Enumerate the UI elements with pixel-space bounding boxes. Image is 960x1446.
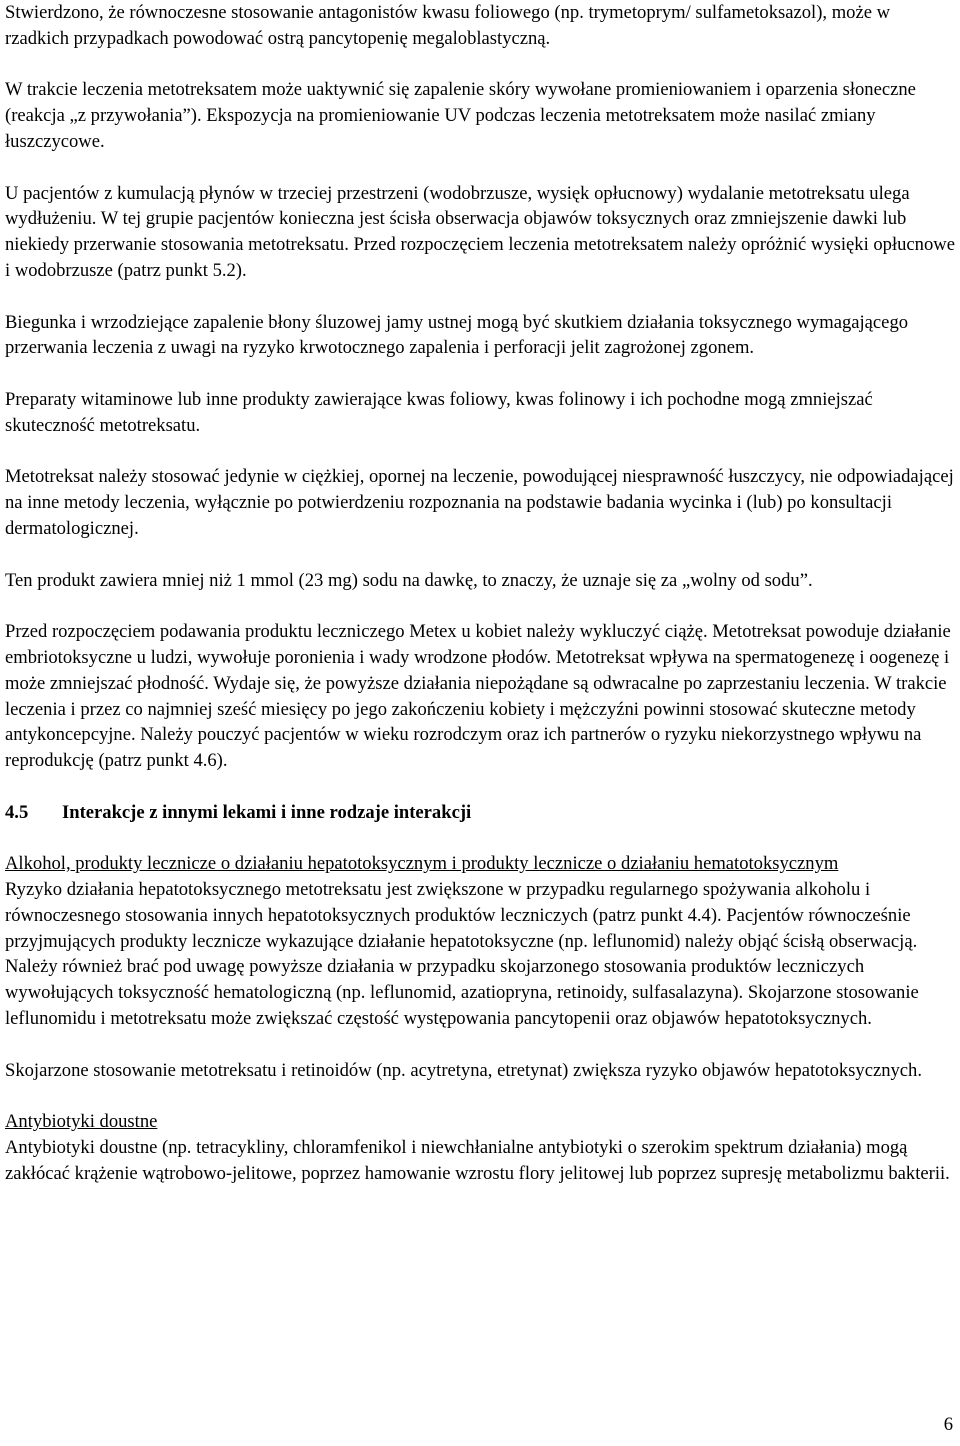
paragraph-radiation-dermatitis: W trakcie leczenia metotreksatem może uaktywnić się zapalenie skóry wywołane promieniowaniem i oparzenia słoneczne (reakcja „z przywołania”). Ekspozycja na promieniowanie UV podczas leczenia metotreksatem może nasilać zmiany łuszczycowe. xyxy=(5,79,916,152)
section-number: 4.5 xyxy=(5,801,29,823)
subsection-heading-hepatotoxic: Alkohol, produkty lecznicze o działaniu hepatotoksycznym i produkty lecznicze o działaniu hematotoksycznym xyxy=(5,853,839,875)
document-page xyxy=(5,0,955,1187)
section-heading xyxy=(5,800,955,826)
paragraph-sodium-content: Ten produkt zawiera mniej niż 1 mmol (23 mg) sodu na dawkę, to znaczy, że uznaje się za „wolny od sodu”. xyxy=(5,569,813,591)
subsection-text-retinoids: Skojarzone stosowanie metotreksatu i retinoidów (np. acytretyna, etretynat) zwiększa ryzyko objawów hepatotoksycznych. xyxy=(5,1059,922,1081)
paragraph-vitamin-preparations: Preparaty witaminowe lub inne produkty zawierające kwas foliowy, kwas folinowy i ich pochodne mogą zmniejszać skuteczność metotreksatu. xyxy=(5,388,873,436)
paragraph-psoriasis-indication: Metotreksat należy stosować jedynie w ciężkiej, opornej na leczenie, powodującej niesprawność łuszczycy, nie odpowiadającej na inne metody leczenia, wyłącznie po potwierdzeniu rozpoznania na podstawie badania wycinka i (lub) po konsultacji dermatologicznej. xyxy=(5,466,954,539)
paragraph-antifolate: Stwierdzono, że równoczesne stosowanie antagonistów kwasu foliowego (np. trymetoprym/ sulfametoksazol), może w rzadkich przypadkach powodować ostrą pancytopenię megaloblastyczną. xyxy=(5,2,891,49)
page-number: 6 xyxy=(943,1414,953,1435)
subsection-text-hepatotoxic: Ryzyko działania hepatotoksycznego metotreksatu jest zwiększone w przypadku regularnego spożywania alkoholu i równoczesnego stosowania innych hepatotoksycznych produktów leczniczych (patrz punkt 4.4). Pacjentów równocześnie przyjmujących produkty lecznicze wykazujące działanie hepatotoksyczne (np. leflunomid) należy objąć ścisłą obserwacją. Należy również brać pod uwagę powyższe działania w przypadku skojarzonego stosowania produktów leczniczych wywołujących toksyczność hematologiczną (np. leflunomid, azatiopryna, retinoidy, sulfasalazyna). Skojarzone stosowanie leflunomidu i metotreksatu może zwiększać częstość występowania pancytopenii oraz objawów hepatotoksycznych. xyxy=(5,879,919,1030)
paragraph-pregnancy-contraception: Przed rozpoczęciem podawania produktu leczniczego Metex u kobiet należy wykluczyć ciążę. Metotreksat powoduje działanie embriotoksyczne u ludzi, wywołuje poronienia i wady wrodzone płodów. Metotreksat wpływa na spermatogenezę i oogenezę i może zmniejszać płodność. Wydaje się, że powyższe działania niepożądane są odwracalne po zaprzestaniu leczenia. W trakcie leczenia i przez co najmniej sześć miesięcy po jego zakończeniu kobiety i mężczyźni powinni stosować skuteczne metody antykoncepcyjne. Należy pouczyć pacjentów w wieku rozrodczym oraz ich partnerów o ryzyku niekorzystnego wpływu na reprodukcję (patrz punkt 4.6). xyxy=(5,621,951,772)
paragraph-third-space-fluids: U pacjentów z kumulacją płynów w trzeciej przestrzeni (wodobrzusze, wysięk opłucnowy) wydalanie metotreksatu ulega wydłużeniu. W tej grupie pacjentów konieczna jest ścisła obserwacja objawów toksycznych oraz zmniejszenie dawki lub niekiedy przerwanie stosowania metotreksatu. Przed rozpoczęciem leczenia metotreksatem należy opróżnić wysięki opłucnowe i wodobrzusze (patrz punkt 5.2). xyxy=(5,182,955,281)
section-title: Interakcje z innymi lekami i inne rodzaje interakcji xyxy=(62,801,472,823)
subsection-heading-antibiotics: Antybiotyki doustne xyxy=(5,1111,158,1133)
subsection-text-antibiotics: Antybiotyki doustne (np. tetracykliny, chloramfenikol i niewchłanialne antybiotyki o szerokim spektrum działania) mogą zakłócać krążenie wątrobowo-jelitowe, poprzez hamowanie wzrostu flory jelitowej lub poprzez supresję metabolizmu bakterii. xyxy=(5,1137,950,1184)
paragraph-diarrhea-stomatitis: Biegunka i wrzodziejące zapalenie błony śluzowej jamy ustnej mogą być skutkiem działania toksycznego wymagającego przerwania leczenia z uwagi na ryzyko krwotocznego zapalenia i perforacji jelit zagrożonej zgonem. xyxy=(5,311,909,359)
